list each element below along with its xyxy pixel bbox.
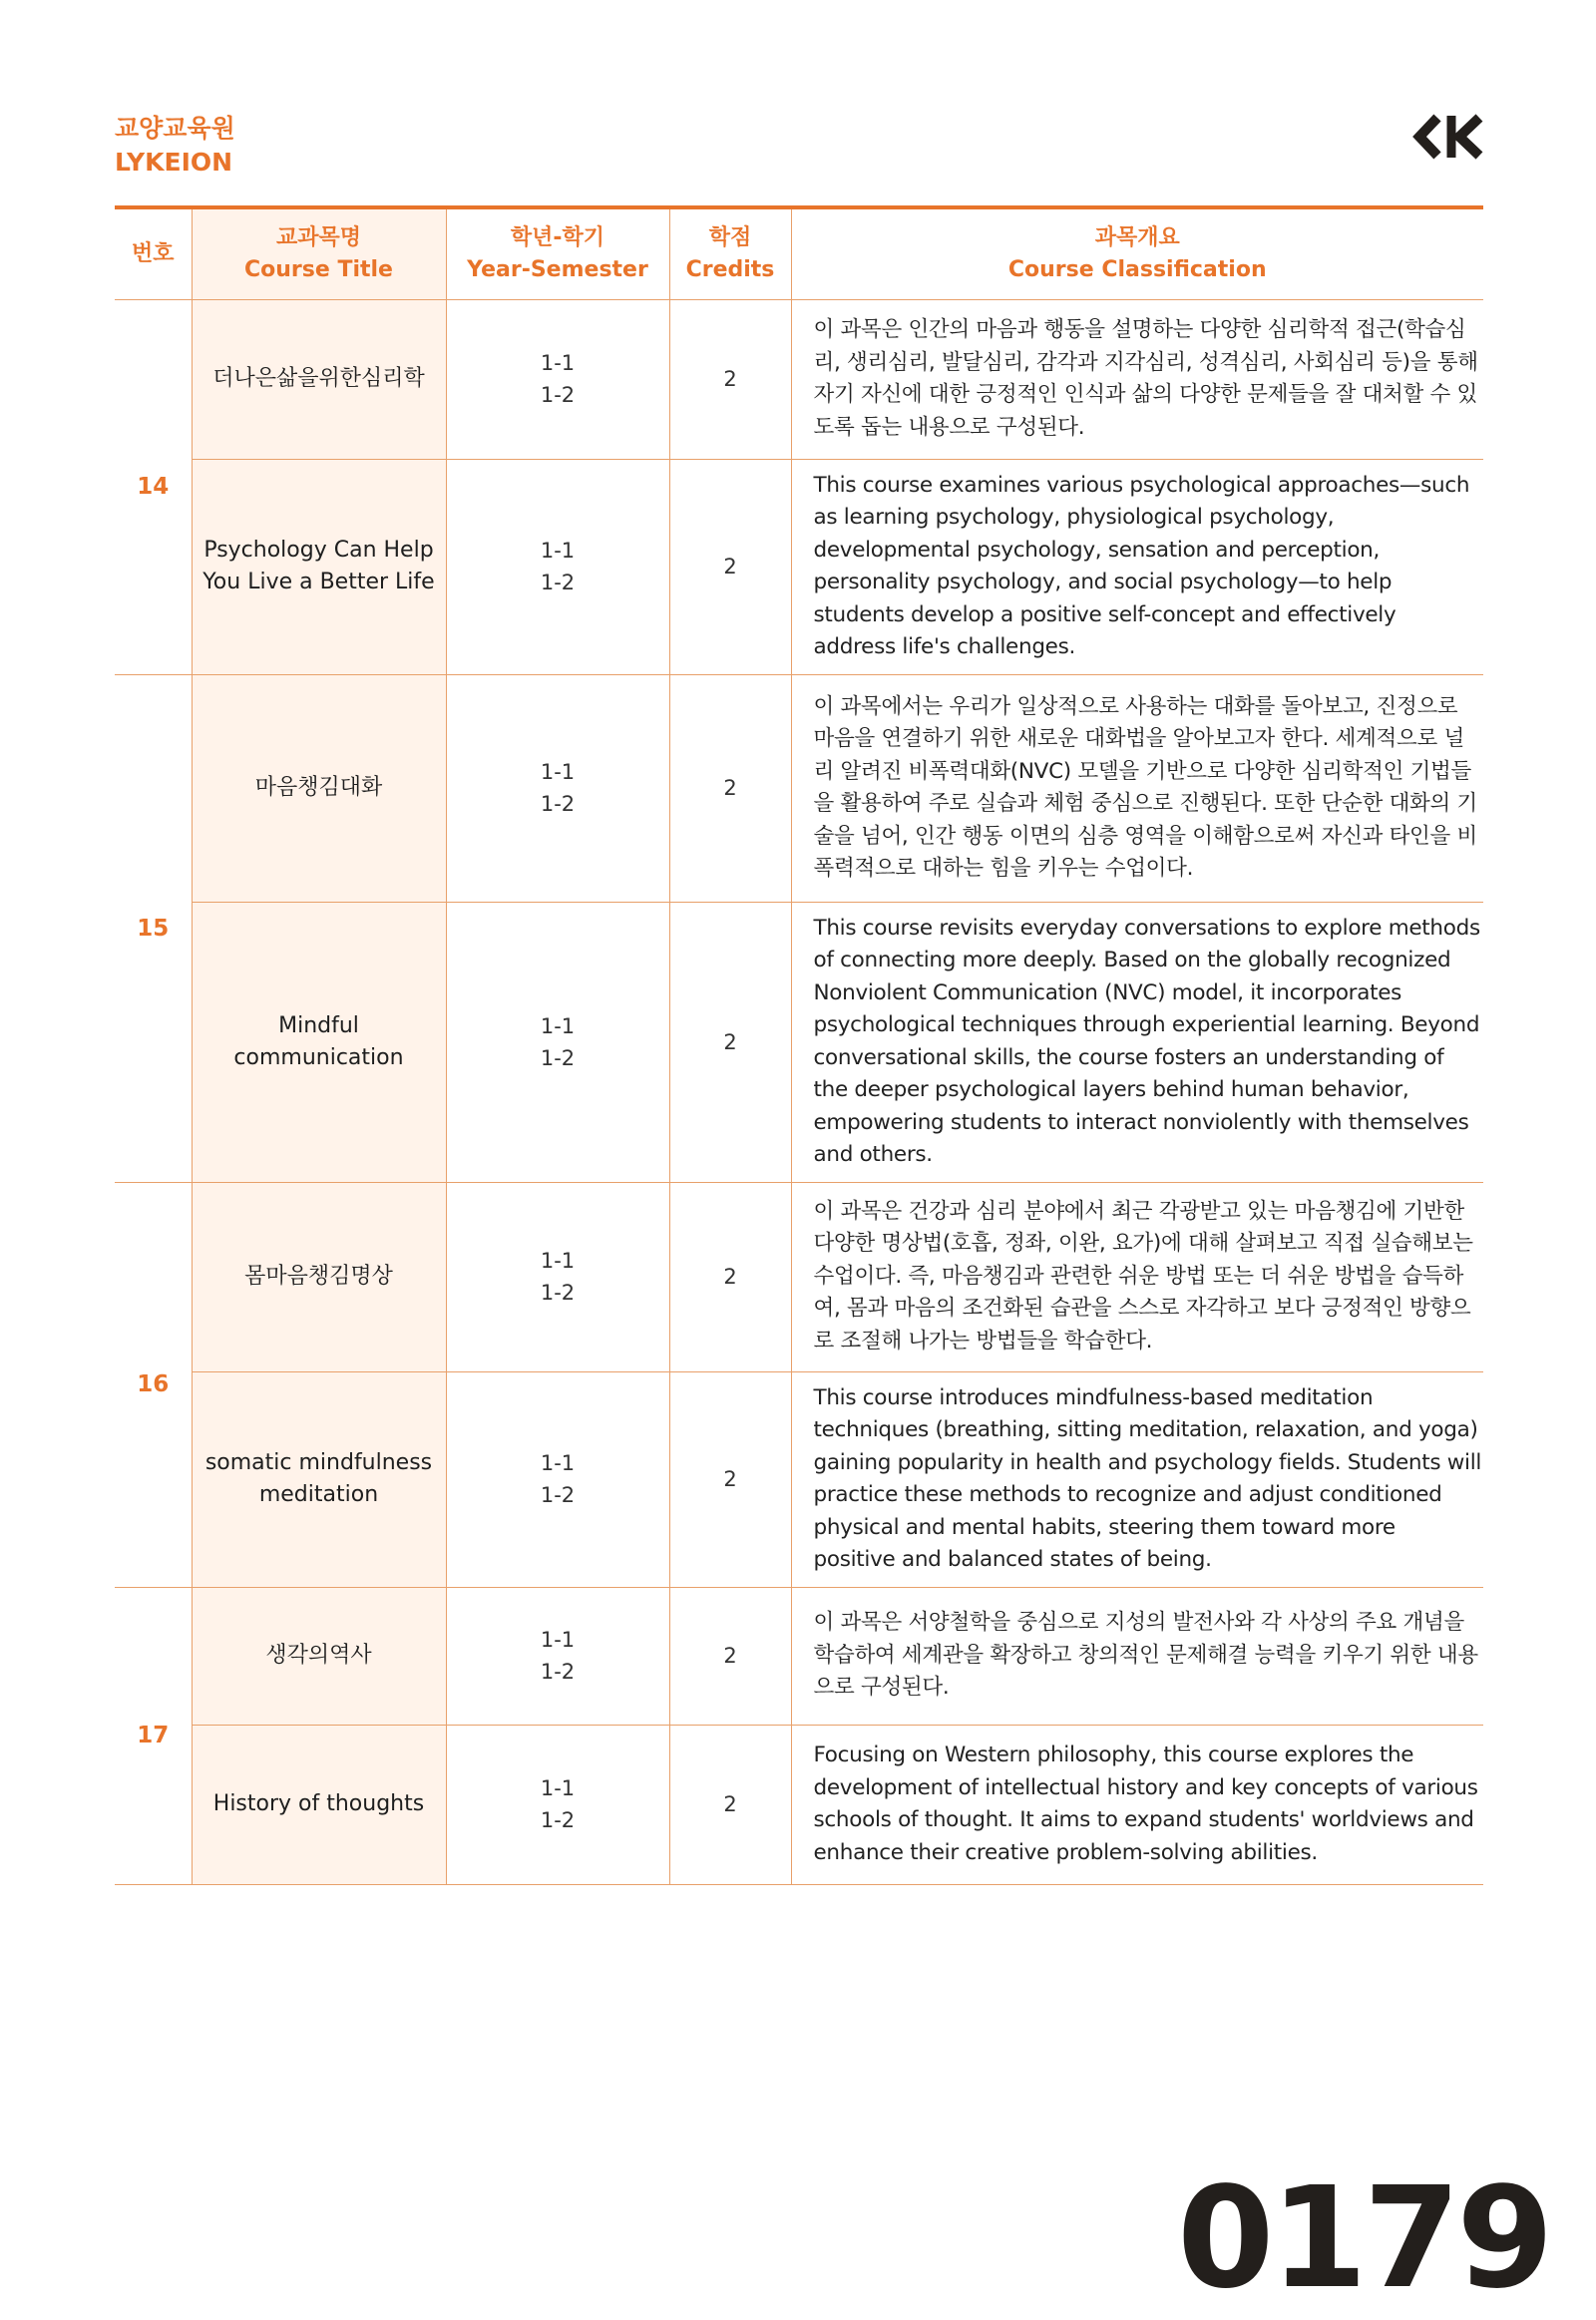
table-header-row — [115, 209, 1483, 299]
course-title: 마음챙김대화 — [192, 674, 446, 902]
year-semester: 1-1 1-2 — [446, 1725, 669, 1884]
column-header-credits: 학점 Credits — [669, 209, 791, 299]
course-description: 이 과목은 건강과 심리 분야에서 최근 각광받고 있는 마음챙김에 기반한 다양한 명상법(호흡, 정좌, 이완, 요가)에 대해 살펴보고 직접 실습해보는 수업이다. 즉, 마음챙김과 관련한 쉬운 방법 또는 더 쉬운 방법을 습득하여, 몸과 마음의 조건화된 습관을 스스로 자각하고 보다 긍정적인 방향으로 조절해 나가는 방법들을 학습한다. — [791, 1182, 1483, 1371]
course-description: This course examines various psychological approaches—such as learning psychology, physiological psychology, developmental psychology, sensation and perception, personality psychology, and social psychology—to help students develop a positive self-concept and effectively address life's challenges. — [791, 459, 1483, 674]
ck-logo-icon — [1407, 112, 1483, 162]
page-header — [115, 112, 1483, 182]
table-row — [115, 674, 1483, 902]
course-number: 14 — [115, 299, 192, 674]
year-semester: 1-1 1-2 — [446, 1587, 669, 1725]
table-row — [115, 1725, 1483, 1884]
course-description: 이 과목은 인간의 마음과 행동을 설명하는 다양한 심리학적 접근(학습심리, 생리심리, 발달심리, 감각과 지각심리, 성격심리, 사회심리 등)을 통해 자기 자신에 대한 긍정적인 인식과 삶의 다양한 문제들을 잘 대처할 수 있도록 돕는 내용으로 구성된다. — [791, 299, 1483, 459]
year-semester: 1-1 1-2 — [446, 1371, 669, 1587]
year-semester: 1-1 1-2 — [446, 1182, 669, 1371]
credits: 2 — [669, 459, 791, 674]
credits: 2 — [669, 1725, 791, 1884]
course-title: History of thoughts — [192, 1725, 446, 1884]
course-description: This course revisits everyday conversations to explore methods of connecting more deeply. Based on the globally recognized Nonviolent Communication (NVC) model, it incorporates psychological techniques through experiential learning. Beyond conversational skills, the course fosters an understanding of the deeper psychological layers behind human behavior, empowering students to interact nonviolently with themselves and others. — [791, 902, 1483, 1182]
course-description: This course introduces mindfulness-based meditation techniques (breathing, sitting meditation, relaxation, and yoga) gaining popularity in health and psychology fields. Students will practice these methods to recognize and adjust conditioned physical and mental habits, steering them toward more positive and balanced states of being. — [791, 1371, 1483, 1587]
credits: 2 — [669, 1587, 791, 1725]
brand-english: LYKEION — [115, 148, 233, 177]
credits: 2 — [669, 674, 791, 902]
course-number: 17 — [115, 1587, 192, 1884]
table-row — [115, 1182, 1483, 1371]
table-row — [115, 1587, 1483, 1725]
year-semester: 1-1 1-2 — [446, 459, 669, 674]
course-title: Mindful communication — [192, 902, 446, 1182]
table-row — [115, 1371, 1483, 1587]
course-number: 15 — [115, 674, 192, 1182]
year-semester: 1-1 1-2 — [446, 299, 669, 459]
year-semester: 1-1 1-2 — [446, 674, 669, 902]
course-title: Psychology Can Help You Live a Better Life — [192, 459, 446, 674]
year-semester: 1-1 1-2 — [446, 902, 669, 1182]
course-table — [115, 209, 1483, 1885]
course-description: 이 과목은 서양철학을 중심으로 지성의 발전사와 각 사상의 주요 개념을 학습하여 세계관을 확장하고 창의적인 문제해결 능력을 키우기 위한 내용으로 구성된다. — [791, 1587, 1483, 1725]
brand-korean: 교양교육원 — [115, 114, 235, 143]
column-header-description: 과목개요 Course Classification — [791, 209, 1483, 299]
column-header-title: 교과목명 Course Title — [192, 209, 446, 299]
page-number: 0179 — [1177, 2157, 1550, 2320]
course-description: Focusing on Western philosophy, this course explores the development of intellectual history and key concepts of various schools of thought. It aims to expand students' worldviews and enhance their creative problem-solving abilities. — [791, 1725, 1483, 1884]
course-title: somatic mindfulness meditation — [192, 1371, 446, 1587]
column-header-year-semester: 학년-학기 Year-Semester — [446, 209, 669, 299]
course-title: 생각의역사 — [192, 1587, 446, 1725]
course-number: 16 — [115, 1182, 192, 1587]
credits: 2 — [669, 1182, 791, 1371]
credits: 2 — [669, 902, 791, 1182]
course-description: 이 과목에서는 우리가 일상적으로 사용하는 대화를 돌아보고, 진정으로 마음을 연결하기 위한 새로운 대화법을 알아보고자 한다. 세계적으로 널리 알려진 비폭력대화(NVC) 모델을 기반으로 다양한 심리학적인 기법들을 활용하여 주로 실습과 체험 중심으로 진행된다. 또한 단순한 대화의 기술을 넘어, 인간 행동 이면의 심층 영역을 이해함으로써 자신과 타인을 비폭력적으로 대하는 힘을 키우는 수업이다. — [791, 674, 1483, 902]
table-row — [115, 902, 1483, 1182]
credits: 2 — [669, 1371, 791, 1587]
column-header-number: 번호 — [115, 209, 192, 299]
course-title: 더나은삶을위한심리학 — [192, 299, 446, 459]
table-row — [115, 299, 1483, 459]
table-row — [115, 459, 1483, 674]
course-title: 몸마음챙김명상 — [192, 1182, 446, 1371]
credits: 2 — [669, 299, 791, 459]
